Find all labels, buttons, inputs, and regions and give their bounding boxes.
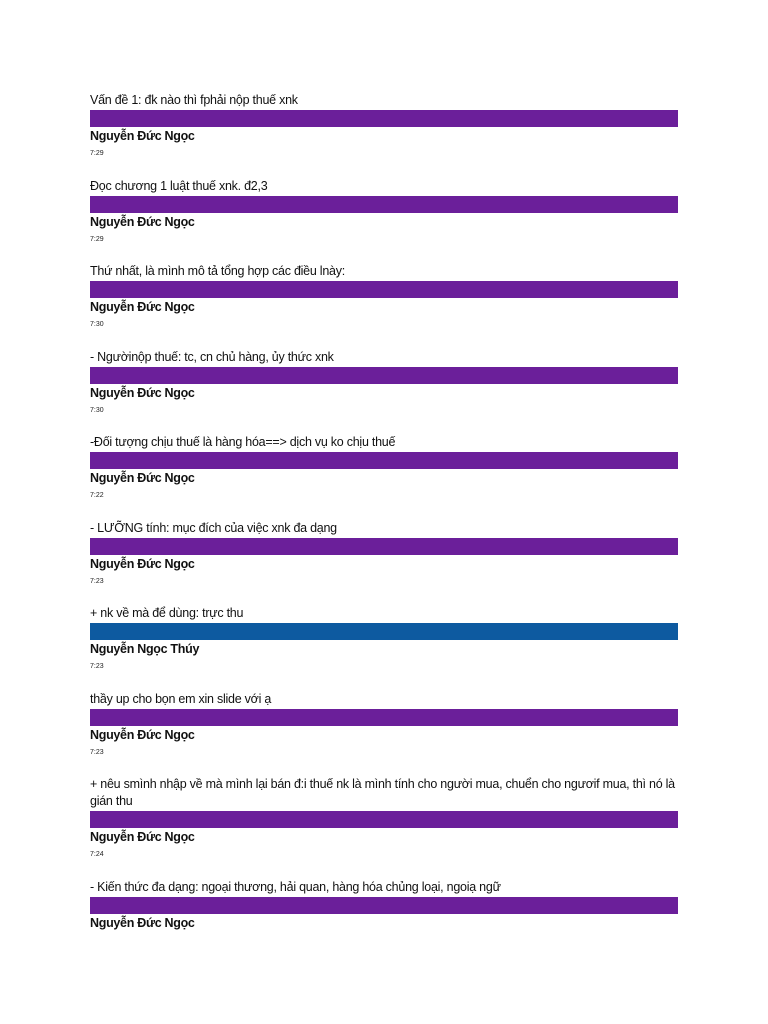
message-author: Nguyễn Đức Ngọc bbox=[90, 214, 195, 229]
message-text: - LƯỠNG tính: mục đích của việc xnk đa dạng bbox=[90, 520, 337, 535]
chat-log bbox=[90, 92, 678, 965]
chat-message bbox=[90, 520, 678, 606]
chat-message bbox=[90, 349, 678, 435]
chat-message bbox=[90, 776, 678, 879]
message-time: 7:30 bbox=[90, 406, 104, 414]
chat-message bbox=[90, 691, 678, 777]
message-time: 7:30 bbox=[90, 321, 104, 328]
message-author: Nguyễn Đức Ngọc bbox=[90, 727, 195, 742]
message-time: 7:24 bbox=[90, 851, 104, 858]
message-author: Nguyễn Đức Ngọc bbox=[90, 556, 195, 571]
message-author: Nguyễn Đức Ngọc bbox=[90, 129, 195, 143]
message-author: Nguyễn Đức Ngọc bbox=[90, 916, 195, 930]
message-text: + nk về mà để dùng: trực thu bbox=[90, 606, 244, 620]
author-color-band bbox=[90, 110, 678, 127]
message-text: Vấn đề 1: đk nào thì fphải nộp thuế xnk bbox=[90, 93, 298, 107]
author-color-band bbox=[90, 538, 678, 555]
message-author: Nguyễn Đức Ngọc bbox=[90, 385, 195, 400]
author-color-band bbox=[90, 623, 678, 640]
message-text: -Đối tượng chịu thuế là hàng hóa==> dịch vụ ko chịu thuế bbox=[90, 435, 396, 449]
message-time: 7:23 bbox=[90, 577, 104, 585]
author-color-band bbox=[90, 709, 678, 726]
message-text: - Kiến thức đa dạng: ngoại thương, hải quan, hàng hóa chủng loại, ngoiạ ngữ bbox=[90, 880, 501, 894]
message-time: 7:29 bbox=[90, 150, 104, 157]
author-color-band bbox=[90, 196, 678, 213]
message-author: Nguyễn Đức Ngọc bbox=[90, 471, 195, 485]
message-text: - Ngườinộp thuế: tc, cn chủ hàng, ủy thức xnk bbox=[90, 349, 334, 364]
chat-message bbox=[90, 92, 678, 178]
message-text: Thứ nhất, là mình mô tả tổng hợp các điều lnày: bbox=[90, 264, 345, 278]
author-color-band bbox=[90, 811, 678, 828]
message-text: thầy up cho bọn em xin slide với ạ bbox=[90, 691, 272, 706]
chat-message bbox=[90, 263, 678, 349]
message-text: + nêu smình nhập về mà mình lại bán đ:i thuế nk là mình tính cho người mua, chuển cho ngươif mua, thì nó là gián thu bbox=[90, 777, 675, 808]
message-time: 7:29 bbox=[90, 235, 104, 243]
message-time: 7:22 bbox=[90, 492, 104, 499]
chat-message bbox=[90, 178, 678, 264]
message-time: 7:23 bbox=[90, 748, 104, 756]
message-author: Nguyễn Ngọc Thúy bbox=[90, 642, 200, 656]
chat-message bbox=[90, 879, 678, 965]
author-color-band bbox=[90, 452, 678, 469]
chat-message bbox=[90, 605, 678, 691]
author-color-band bbox=[90, 367, 678, 384]
message-author: Nguyễn Đức Ngọc bbox=[90, 300, 195, 314]
author-color-band bbox=[90, 281, 678, 298]
chat-message bbox=[90, 434, 678, 520]
author-color-band bbox=[90, 897, 678, 914]
message-time: 7:23 bbox=[90, 663, 104, 670]
message-author: Nguyễn Đức Ngọc bbox=[90, 830, 195, 844]
message-text: Đọc chương 1 luật thuế xnk. đ2,3 bbox=[90, 178, 268, 193]
